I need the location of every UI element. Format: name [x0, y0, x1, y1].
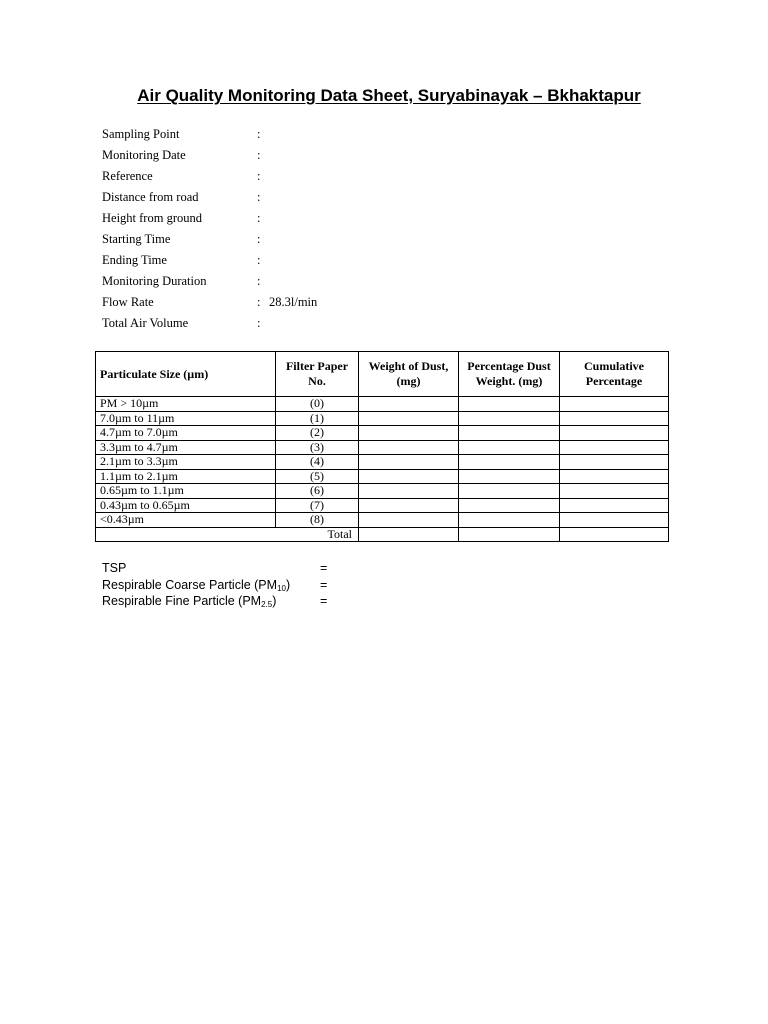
field-monitoring-date [102, 145, 502, 166]
cell-cumulative[interactable] [560, 397, 669, 412]
cell-particulate-size: 0.65µm to 1.1µm [96, 484, 276, 499]
cell-weight[interactable] [359, 397, 459, 412]
field-label: Monitoring Duration [102, 274, 207, 288]
cell-filter-no: (7) [276, 498, 359, 513]
cell-percentage[interactable] [459, 484, 560, 499]
cell-percentage[interactable] [459, 455, 560, 470]
cell-percentage[interactable] [459, 469, 560, 484]
cell-cumulative[interactable] [560, 513, 669, 528]
field-total-air-volume [102, 313, 502, 334]
cell-weight[interactable] [359, 411, 459, 426]
total-weight[interactable] [359, 527, 459, 542]
cell-particulate-size: 7.0µm to 11µm [96, 411, 276, 426]
cell-filter-no: (1) [276, 411, 359, 426]
field-starting-time [102, 229, 502, 250]
cell-particulate-size: <0.43µm [96, 513, 276, 528]
table-row [96, 498, 669, 513]
cell-cumulative[interactable] [560, 498, 669, 513]
subscript: 2.5 [261, 600, 273, 609]
field-ending-time [102, 250, 502, 271]
table-total-row [96, 527, 669, 542]
cell-particulate-size: 3.3µm to 4.7µm [96, 440, 276, 455]
summary-equals: = [320, 594, 328, 608]
table-row [96, 440, 669, 455]
field-label: Total Air Volume [102, 316, 189, 330]
page-title: Air Quality Monitoring Data Sheet, Suryabinayak – Bkhaktapur [137, 86, 641, 105]
field-monitoring-duration [102, 271, 502, 292]
field-distance-from-road [102, 187, 502, 208]
cell-particulate-size: 0.43µm to 0.65µm [96, 498, 276, 513]
field-sampling-point [102, 124, 502, 145]
field-label: Starting Time [102, 232, 171, 246]
cell-percentage[interactable] [459, 411, 560, 426]
summary-label: Respirable Fine Particle $(PM_{2.5})$ [102, 594, 277, 609]
field-colon: : [257, 169, 261, 183]
field-colon: : [257, 127, 261, 141]
cell-filter-no: (2) [276, 426, 359, 441]
total-cumulative[interactable] [560, 527, 669, 542]
cell-weight[interactable] [359, 513, 459, 528]
cell-weight[interactable] [359, 426, 459, 441]
field-colon: : [257, 232, 261, 246]
table-row [96, 411, 669, 426]
table-row [96, 513, 669, 528]
cell-particulate-size: 2.1µm to 3.3µm [96, 455, 276, 470]
field-value: 28.3l/min [269, 295, 318, 309]
total-percentage[interactable] [459, 527, 560, 542]
cell-percentage[interactable] [459, 513, 560, 528]
particulate-table [95, 351, 669, 542]
cell-percentage[interactable] [459, 440, 560, 455]
header-particulate-size: Particulate Size (µm) [96, 352, 276, 397]
cell-particulate-size: PM > 10µm [96, 397, 276, 412]
cell-filter-no: (8) [276, 513, 359, 528]
field-label: Ending Time [102, 253, 167, 267]
cell-filter-no: (5) [276, 469, 359, 484]
header-weight-of-dust: Weight of Dust, (mg) [359, 352, 459, 397]
cell-percentage[interactable] [459, 397, 560, 412]
field-height-from-ground [102, 208, 502, 229]
summary-label: TSP [102, 561, 127, 575]
table-row [96, 455, 669, 470]
cell-weight[interactable] [359, 469, 459, 484]
field-colon: : [257, 316, 261, 330]
summary-equals: = [320, 577, 328, 592]
cell-percentage[interactable] [459, 498, 560, 513]
cell-filter-no: (0) [276, 397, 359, 412]
field-label: Flow Rate [102, 295, 154, 309]
cell-particulate-size: 4.7µm to 7.0µm [96, 426, 276, 441]
summary-section [102, 560, 362, 610]
cell-weight[interactable] [359, 498, 459, 513]
cell-particulate-size: 1.1µm to 2.1µm [96, 469, 276, 484]
field-colon: : [257, 295, 261, 309]
field-reference [102, 166, 502, 187]
cell-cumulative[interactable] [560, 484, 669, 499]
field-colon: : [257, 148, 261, 162]
field-colon: : [257, 190, 261, 204]
field-label: Reference [102, 169, 153, 183]
table-row [96, 426, 669, 441]
cell-weight[interactable] [359, 440, 459, 455]
cell-cumulative[interactable] [560, 426, 669, 441]
sampling-info [102, 124, 502, 334]
cell-filter-no: (4) [276, 455, 359, 470]
total-label: Total [96, 527, 359, 542]
table-row [96, 484, 669, 499]
field-colon: : [257, 274, 261, 288]
header-percentage-dust-weight: Percentage Dust Weight. (mg) [459, 352, 560, 397]
table-header-row [96, 352, 669, 397]
field-label: Height from ground [102, 211, 202, 225]
cell-cumulative[interactable] [560, 440, 669, 455]
summary-label: Respirable Coarse Particle $(PM_{10})$ [102, 577, 291, 593]
summary-tsp [102, 560, 362, 577]
cell-weight[interactable] [359, 455, 459, 470]
cell-percentage[interactable] [459, 426, 560, 441]
header-filter-paper-no: Filter Paper No. [276, 352, 359, 397]
table-row [96, 397, 669, 412]
cell-cumulative[interactable] [560, 411, 669, 426]
field-label: Monitoring Date [102, 148, 186, 162]
summary-pm25 [102, 593, 362, 610]
cell-cumulative[interactable] [560, 455, 669, 470]
cell-weight[interactable] [359, 484, 459, 499]
summary-pm10 [102, 577, 362, 594]
field-colon: : [257, 253, 261, 267]
field-flow-rate [102, 292, 502, 313]
table-row [96, 469, 669, 484]
subscript: 10 [277, 583, 286, 593]
cell-filter-no: (3) [276, 440, 359, 455]
header-cumulative-percentage: Cumulative Percentage [560, 352, 669, 397]
field-label: Distance from road [102, 190, 199, 204]
cell-filter-no: (6) [276, 484, 359, 499]
cell-cumulative[interactable] [560, 469, 669, 484]
summary-equals: = [320, 561, 328, 575]
field-colon: : [257, 211, 261, 225]
field-label: Sampling Point [102, 127, 180, 141]
